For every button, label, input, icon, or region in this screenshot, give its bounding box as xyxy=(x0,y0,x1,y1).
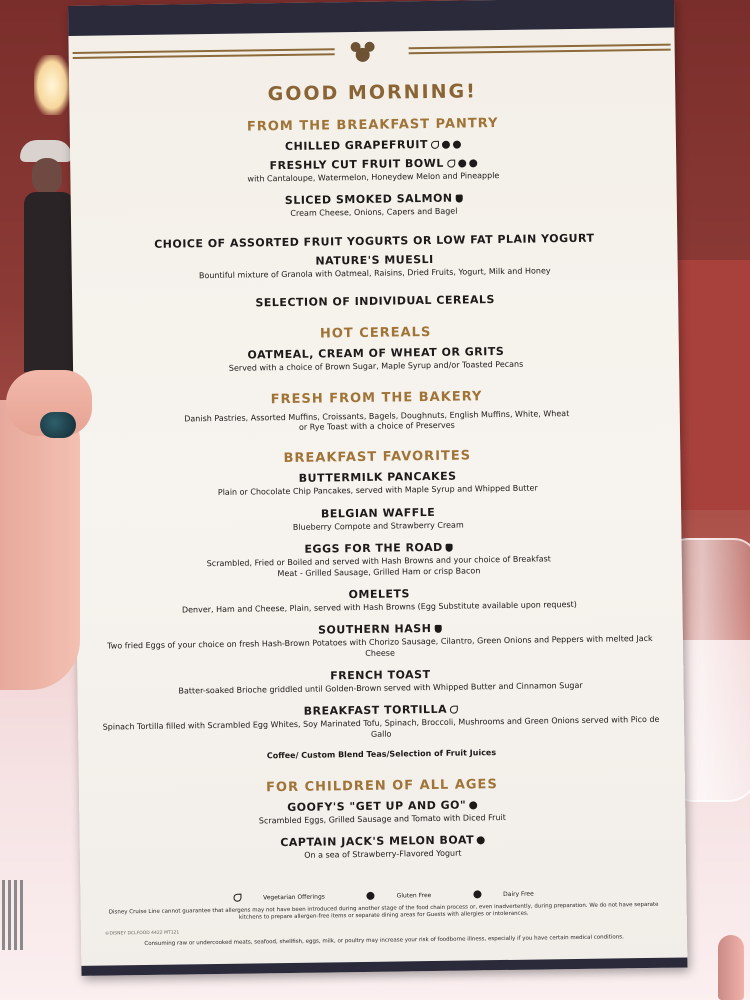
gluten-free-icon xyxy=(458,159,466,167)
vegetarian-icon xyxy=(447,160,455,168)
menu-item-name: OATMEAL, CREAM OF WHEAT OR GRITS xyxy=(247,345,505,362)
vegetarian-icon xyxy=(450,706,458,714)
menu-item-description: Two fried Eggs of your choice on fresh Hash-Brown Potatoes with Chorizo Sausage, Cilantro, Green Onions and Peppers with melted Jack Cheese xyxy=(107,634,653,658)
mickey-face xyxy=(356,48,370,62)
beverages-line: Coffee/ Custom Blend Teas/Selection of Fruit Juices xyxy=(266,748,497,761)
hand-palm xyxy=(0,400,80,690)
fork-tine xyxy=(2,880,5,950)
legend-label: Dairy Free xyxy=(503,890,534,898)
allergen-disclaimer: Disney Cruise Line cannot guarantee that allergens may not have been introduced during another stage of the food chain process or, even inadvertently, during preparation. We do not have separate kitchens to prepare allergen-free items or separate dining areas for Guests with allergies or intolerances. xyxy=(108,901,659,922)
fork xyxy=(0,880,26,1000)
menu-item-label: BREAKFAST TORTILLA xyxy=(303,703,448,719)
painted-nail xyxy=(40,412,76,438)
menu-item-name: SELECTION OF INDIVIDUAL CEREALS xyxy=(255,293,495,310)
menu-item-description: On a sea of Strawberry-Flavored Yogurt xyxy=(304,848,462,860)
legend-vegetarian xyxy=(223,893,335,902)
menu-item-description: Plain or Chocolate Chip Pancakes, served with Maple Syrup and Whipped Butter xyxy=(217,483,538,498)
menu-item-name: FRENCH TOAST xyxy=(330,668,431,683)
menu-item-label: CHILLED GRAPEFRUIT xyxy=(284,137,429,153)
menu-item-name: BELGIAN WAFFLE xyxy=(320,505,436,521)
legend-dairy-free xyxy=(463,890,544,898)
legend-label: Vegetarian Offerings xyxy=(263,893,325,901)
menu-item-description: Bountiful mixture of Granola with Oatmeal, Raisins, Dried Fruits, Yogurt, Milk and Honey xyxy=(198,266,551,280)
menu-top-band xyxy=(68,0,674,36)
section-title: HOT CEREALS xyxy=(319,325,432,342)
menu-item-description: Scrambled, Fried or Boiled and served with Hash Browns and your choice of Breakfast Meat - Grilled Sausage, Grilled Ham or crisp Bacon xyxy=(206,554,551,578)
dairy-free-icon xyxy=(453,141,461,149)
shellfish-icon xyxy=(446,544,453,552)
person-torso xyxy=(24,192,74,372)
section-title: FRESH FROM THE BAKERY xyxy=(270,388,483,407)
section-title: FOR CHILDREN OF ALL AGES xyxy=(265,776,498,795)
knife xyxy=(718,935,744,1000)
consumption-warning: Consuming raw or undercooked meats, seafood, shellfish, eggs, milk, or poultry may increase your risk of foodborne illness, especially if you have certain medical conditions. xyxy=(144,934,624,948)
menu-item-label: FRESHLY CUT FRUIT BOWL xyxy=(269,156,444,173)
copyright-text: ©DISNEY DCLFOOD 4422 MT121 xyxy=(104,930,180,937)
menu-item-description: Cream Cheese, Onions, Capers and Bagel xyxy=(290,206,458,219)
menu-item-name: OMELETS xyxy=(348,587,410,602)
menu-item-label: CAPTAIN JACK'S MELON BOAT xyxy=(280,833,475,850)
menu-item-description: with Cantaloupe, Watermelon, Honeydew Melon and Pineapple xyxy=(247,170,500,184)
breakfast-menu-card xyxy=(68,0,687,976)
wall-panel xyxy=(670,260,750,510)
vegetarian-icon xyxy=(233,894,241,902)
dairy-free-icon xyxy=(473,890,481,898)
menu-content xyxy=(69,78,686,875)
mickey-icon xyxy=(349,42,377,66)
fork-tine xyxy=(8,880,11,950)
shellfish-icon xyxy=(434,625,441,633)
menu-item-description: Denver, Ham and Cheese, Plain, served with Hash Browns (Egg Substitute available upon request) xyxy=(181,599,577,615)
menu-item-name: CHOICE OF ASSORTED FRUIT YOGURTS OR LOW FAT PLAIN YOGURT xyxy=(154,231,595,251)
gluten-free-icon xyxy=(477,836,485,844)
legend-gluten-free xyxy=(357,891,442,899)
menu-item-name: BUTTERMILK PANCAKES xyxy=(298,469,457,486)
menu-item-description: Blueberry Compote and Strawberry Cream xyxy=(292,520,464,532)
menu-item-description: Scrambled Eggs, Grilled Sausage and Tomato with Diced Fruit xyxy=(258,812,506,826)
gluten-free-icon xyxy=(442,141,450,149)
section-title: FROM THE BREAKFAST PANTRY xyxy=(246,116,499,135)
legend-label: Gluten Free xyxy=(396,891,432,899)
fork-tine xyxy=(14,880,17,950)
menu-item-description: Batter-soaked Brioche griddled until Golden-Brown served with Whipped Butter and Cinnamon Sugar xyxy=(178,680,583,696)
menu-header-ornament xyxy=(68,32,674,70)
hand-holding-menu xyxy=(0,370,92,700)
dietary-legend xyxy=(80,887,686,903)
menu-title: GOOD MORNING! xyxy=(267,80,477,106)
menu-item-description: Danish Pastries, Assorted Muffins, Croissants, Bagels, Doughnuts, English Muffins, White, Wheat or Rye Toast with a choice of Preserves xyxy=(184,408,570,432)
menu-item-name: NATURE'S MUESLI xyxy=(315,252,434,268)
ornament-line xyxy=(409,49,671,55)
menu-item-label: GOOFY'S "GET UP AND GO" xyxy=(287,798,467,814)
menu-item-description: Served with a choice of Brown Sugar, Maple Syrup and/or Toasted Pecans xyxy=(228,359,524,373)
section-title: BREAKFAST FAVORITES xyxy=(283,448,472,467)
shellfish-icon xyxy=(456,195,463,203)
vegetarian-icon xyxy=(431,141,439,149)
background-person xyxy=(14,140,74,370)
menu-item-label: EGGS FOR THE ROAD xyxy=(304,540,443,556)
wall-lamp xyxy=(34,55,70,115)
fork-tine xyxy=(20,880,23,950)
menu-item-label: SOUTHERN HASH xyxy=(317,622,432,637)
gluten-free-icon xyxy=(469,801,477,809)
gluten-free-icon xyxy=(367,892,375,900)
person-head xyxy=(32,158,62,194)
menu-item-label: SLICED SMOKED SALMON xyxy=(284,192,453,208)
menu-item-description: Spinach Tortilla filled with Scrambled Egg Whites, Soy Marinated Tofu, Spinach, Broccoli, Mushrooms and Green Onions served with Pico de Gallo xyxy=(102,715,660,739)
dairy-free-icon xyxy=(469,159,477,167)
ornament-line xyxy=(73,53,335,59)
